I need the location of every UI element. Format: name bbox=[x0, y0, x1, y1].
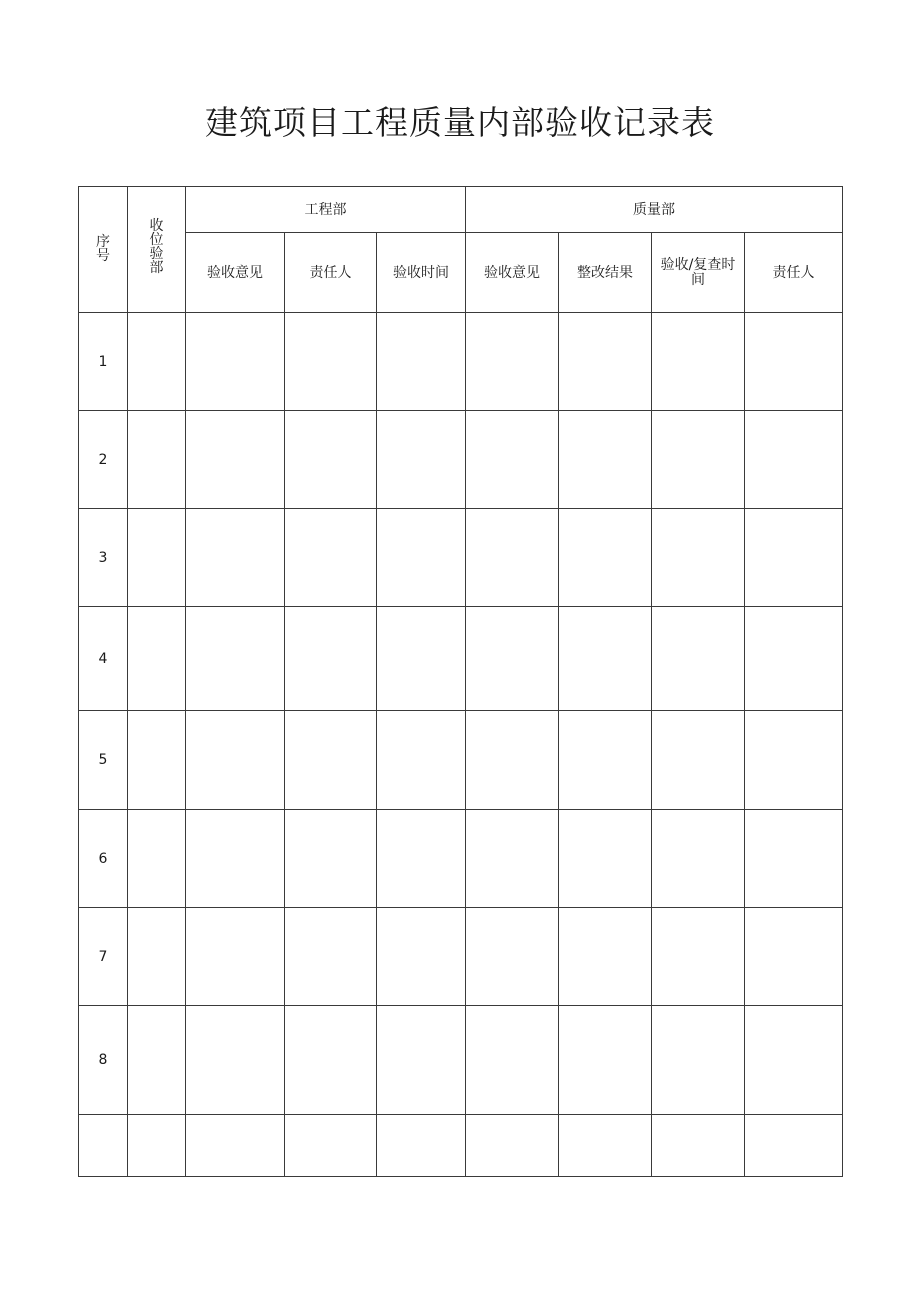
table-row bbox=[79, 1115, 843, 1177]
cell-qa-opinion[interactable] bbox=[466, 411, 559, 509]
cell-qa-rectification[interactable] bbox=[559, 810, 652, 908]
cell-qa-opinion[interactable] bbox=[466, 908, 559, 1006]
row-seq: 2 bbox=[79, 411, 128, 509]
cell-dept[interactable] bbox=[128, 1006, 186, 1115]
eng-opinion-header: 验收意见 bbox=[186, 233, 285, 313]
cell-qa-responsible[interactable] bbox=[745, 313, 843, 411]
cell-qa-opinion[interactable] bbox=[466, 509, 559, 607]
header-row-columns bbox=[79, 233, 843, 313]
cell-qa-rectification[interactable] bbox=[559, 607, 652, 711]
cell-eng-opinion[interactable] bbox=[186, 411, 285, 509]
cell-qa-opinion[interactable] bbox=[466, 810, 559, 908]
cell-dept[interactable] bbox=[128, 908, 186, 1006]
cell-eng-responsible[interactable] bbox=[285, 908, 377, 1006]
eng-responsible-header: 责任人 bbox=[285, 233, 377, 313]
cell-eng-time[interactable] bbox=[377, 607, 466, 711]
table-row bbox=[79, 711, 843, 810]
cell-qa-review-time[interactable] bbox=[652, 509, 745, 607]
cell-eng-responsible[interactable] bbox=[285, 411, 377, 509]
cell-qa-review-time[interactable] bbox=[652, 313, 745, 411]
cell-eng-time[interactable] bbox=[377, 1006, 466, 1115]
cell-dept[interactable] bbox=[128, 313, 186, 411]
cell-qa-rectification[interactable] bbox=[559, 411, 652, 509]
inspection-record-table bbox=[78, 186, 843, 1177]
cell-qa-opinion[interactable] bbox=[466, 607, 559, 711]
cell-qa-opinion[interactable] bbox=[466, 711, 559, 810]
qa-review-time-label: 验收/复查时间 bbox=[660, 256, 736, 288]
cell-qa-rectification[interactable] bbox=[559, 1115, 652, 1177]
cell-eng-responsible[interactable] bbox=[285, 711, 377, 810]
cell-qa-review-time[interactable] bbox=[652, 1115, 745, 1177]
row-seq: 3 bbox=[79, 509, 128, 607]
table-row bbox=[79, 411, 843, 509]
table-row bbox=[79, 810, 843, 908]
row-seq: 4 bbox=[79, 607, 128, 711]
dept-header: 收位验部 bbox=[149, 218, 164, 276]
row-seq bbox=[79, 1115, 128, 1177]
cell-dept[interactable] bbox=[128, 607, 186, 711]
cell-dept[interactable] bbox=[128, 711, 186, 810]
cell-eng-responsible[interactable] bbox=[285, 607, 377, 711]
cell-dept[interactable] bbox=[128, 411, 186, 509]
qa-review-time-header bbox=[652, 233, 745, 313]
cell-dept[interactable] bbox=[128, 509, 186, 607]
quality-group-header: 质量部 bbox=[466, 187, 843, 233]
cell-qa-rectification[interactable] bbox=[559, 711, 652, 810]
engineering-group-header: 工程部 bbox=[186, 187, 466, 233]
cell-qa-rectification[interactable] bbox=[559, 908, 652, 1006]
cell-qa-review-time[interactable] bbox=[652, 1006, 745, 1115]
cell-dept[interactable] bbox=[128, 810, 186, 908]
cell-eng-time[interactable] bbox=[377, 810, 466, 908]
cell-eng-time[interactable] bbox=[377, 1115, 466, 1177]
cell-eng-responsible[interactable] bbox=[285, 509, 377, 607]
cell-eng-time[interactable] bbox=[377, 908, 466, 1006]
cell-qa-responsible[interactable] bbox=[745, 509, 843, 607]
cell-qa-review-time[interactable] bbox=[652, 411, 745, 509]
table-row bbox=[79, 509, 843, 607]
seq-header-cell bbox=[79, 187, 128, 313]
cell-dept[interactable] bbox=[128, 1115, 186, 1177]
row-seq: 8 bbox=[79, 1006, 128, 1115]
cell-eng-opinion[interactable] bbox=[186, 509, 285, 607]
cell-eng-opinion[interactable] bbox=[186, 810, 285, 908]
cell-eng-responsible[interactable] bbox=[285, 810, 377, 908]
cell-qa-rectification[interactable] bbox=[559, 1006, 652, 1115]
cell-eng-opinion[interactable] bbox=[186, 711, 285, 810]
cell-qa-rectification[interactable] bbox=[559, 313, 652, 411]
qa-opinion-header: 验收意见 bbox=[466, 233, 559, 313]
cell-eng-responsible[interactable] bbox=[285, 1006, 377, 1115]
page-title: 建筑项目工程质量内部验收记录表 bbox=[205, 103, 715, 142]
cell-qa-responsible[interactable] bbox=[745, 411, 843, 509]
cell-eng-opinion[interactable] bbox=[186, 1115, 285, 1177]
row-seq: 6 bbox=[79, 810, 128, 908]
cell-eng-opinion[interactable] bbox=[186, 313, 285, 411]
table-row bbox=[79, 607, 843, 711]
table-row bbox=[79, 908, 843, 1006]
cell-qa-responsible[interactable] bbox=[745, 1006, 843, 1115]
row-seq: 7 bbox=[79, 908, 128, 1006]
cell-qa-opinion[interactable] bbox=[466, 313, 559, 411]
cell-qa-responsible[interactable] bbox=[745, 711, 843, 810]
cell-eng-opinion[interactable] bbox=[186, 1006, 285, 1115]
cell-eng-time[interactable] bbox=[377, 313, 466, 411]
cell-qa-review-time[interactable] bbox=[652, 908, 745, 1006]
cell-eng-time[interactable] bbox=[377, 711, 466, 810]
qa-rectification-header: 整改结果 bbox=[559, 233, 652, 313]
cell-qa-opinion[interactable] bbox=[466, 1006, 559, 1115]
cell-eng-opinion[interactable] bbox=[186, 908, 285, 1006]
cell-eng-time[interactable] bbox=[377, 411, 466, 509]
cell-eng-responsible[interactable] bbox=[285, 1115, 377, 1177]
cell-qa-responsible[interactable] bbox=[745, 607, 843, 711]
header-row-groups bbox=[79, 187, 843, 233]
cell-qa-responsible[interactable] bbox=[745, 908, 843, 1006]
cell-qa-rectification[interactable] bbox=[559, 509, 652, 607]
cell-qa-opinion[interactable] bbox=[466, 1115, 559, 1177]
cell-qa-review-time[interactable] bbox=[652, 810, 745, 908]
row-seq: 5 bbox=[79, 711, 128, 810]
dept-header-cell bbox=[128, 187, 186, 313]
cell-qa-review-time[interactable] bbox=[652, 711, 745, 810]
table-row bbox=[79, 313, 843, 411]
cell-qa-responsible[interactable] bbox=[745, 1115, 843, 1177]
cell-eng-responsible[interactable] bbox=[285, 313, 377, 411]
cell-qa-responsible[interactable] bbox=[745, 810, 843, 908]
cell-eng-time[interactable] bbox=[377, 509, 466, 607]
cell-eng-opinion[interactable] bbox=[186, 607, 285, 711]
qa-responsible-header: 责任人 bbox=[745, 233, 843, 313]
row-seq: 1 bbox=[79, 313, 128, 411]
seq-header: 序号 bbox=[96, 234, 110, 264]
cell-qa-review-time[interactable] bbox=[652, 607, 745, 711]
eng-time-header: 验收时间 bbox=[377, 233, 466, 313]
table-row bbox=[79, 1006, 843, 1115]
